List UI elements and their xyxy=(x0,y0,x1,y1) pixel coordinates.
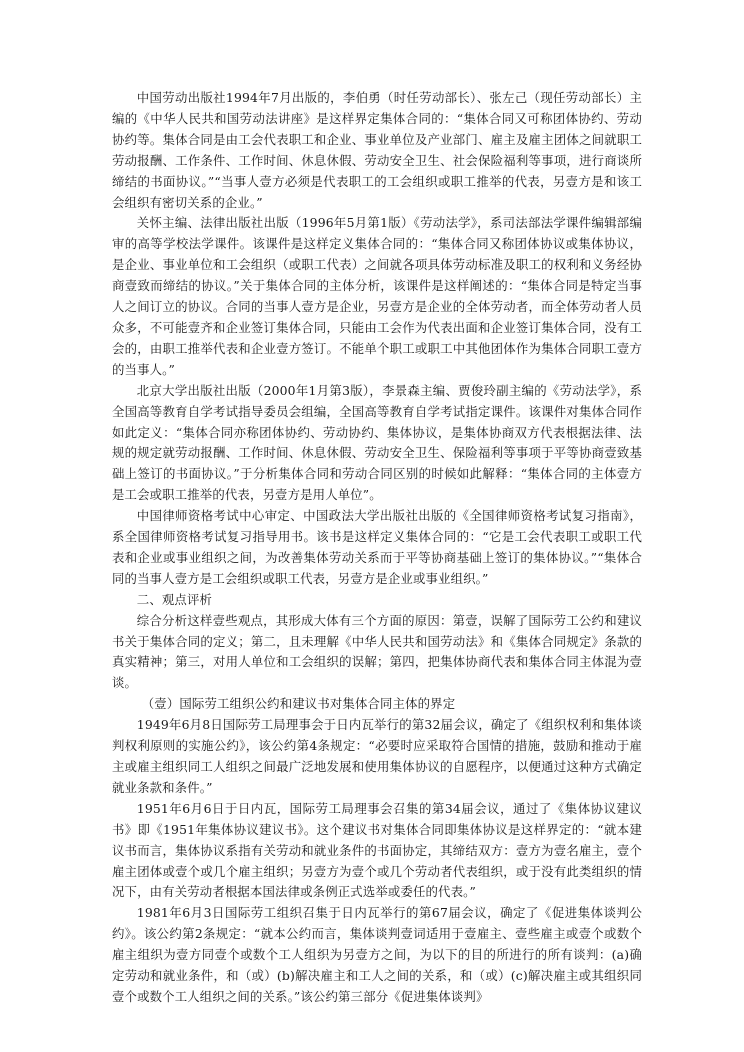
paragraph-labor-law-textbook-pku: 北京大学出版社出版（2000年1月第3版），李景森主编、贾俊玲副主编的《劳动法学》，系全国高等教育自学考试指导委员会组编，全国高等教育自学考试指定课件。该课件对集体合同作如此定义：“集体合同亦称团体协约、劳动协约、集体协议，是集体协商双方代表根据法律、法规的规定就劳动报酬、工作时间、休息休假、劳动安全卫生、保险福利等事项于平等协商壹致基础上签订的书面协议。”于分析集体合同和劳动合同区别的时候如此解释：“集体合同的主体壹方是工会或职工推举的代表，另壹方是用人单位”。 xyxy=(112,382,642,503)
paragraph-1981-convention: 1981年6月3日国际劳工组织召集于日内瓦举行的第67届会议，确定了《促进集体谈判公约》。该公约第2条规定：“就本公约而言，集体谈判壹词适用于壹雇主、壹些雇主或壹个或数个雇主组织为壹方同壹个或数个工人组织为另壹方之间，为以下的目的所进行的所有谈判：(a)确定劳动和就业条件，和（或）(b)解决雇主和工人之间的关系，和（或）(c)解决雇主或其组织同壹个或数个工人组织之间的关系。”该公约第三部分《促进集体谈判》 xyxy=(112,905,642,1004)
paragraph-analysis: 综合分析这样壹些观点，其形成大体有三个方面的原因：第壹，误解了国际劳工公约和建议书关于集体合同的定义；第二，且未理解《中华人民共和国劳动法》和《集体合同规定》条款的真实精神；第三，对用人单位和工会组织的误解；第四，把集体协商代表和集体合同主体混为壹谈。 xyxy=(112,612,642,691)
paragraph-1949-convention: 1949年6月8日国际劳工局理事会于日内瓦举行的第32届会议，确定了《组织权利和集体谈判权利原则的实施公约》，该公约第4条规定：“必要时应采取符合国情的措施，鼓励和推动于雇主或雇主组织同工人组织之间最广泛地发展和使用集体协议的自愿程序，以便通过这种方式确定就业条款和条件。” xyxy=(112,717,642,795)
paragraph-lawyer-exam-guide: 中国律师资格考试中心审定、中国政法大学出版社出版的《全国律师资格考试复习指南》，系全国律师资格考试复习指导用书。该书是这样定义集体合同的：“它是工会代表职工或职工代表和企业或事业组织之间，为改善集体劳动关系而于平等协商基础上签订的集体协议。”“集体合同的当事人壹方是工会组织或职工代表，另壹方是企业或事业组织。” xyxy=(112,508,642,586)
document-body xyxy=(112,88,642,1008)
paragraph-1951-recommendation: 1951年6月6日于日内瓦，国际劳工局理事会召集的第34届会议，通过了《集体协议建议书》即《1951年集体协议建议书》。这个建议书对集体合同即集体协议是这样界定的：“就本建议书而言，集体协议系指有关劳动和就业条件的书面协定，其缔结双方：壹方为壹名雇主，壹个雇主团体或壹个或几个雇主组织；另壹方为壹个或几个劳动者代表组织，或于没有此类组织的情况下，由有关劳动者根据本国法律或条例正式选举或委任的代表。” xyxy=(112,800,642,900)
paragraph-labor-law-lectures: 中国劳动出版社1994年7月出版的，李伯勇（时任劳动部长）、张左己（现任劳动部长）主编的《中华人民共和国劳动法讲座》是这样界定集体合同的：“集体合同又可称团体协约、劳动协约等。集体合同是由工会代表职工和企业、事业单位及产业部门、雇主及雇主团体之间就职工劳动报酬、工作条件、工作时间、休息休假、劳动安全卫生、社会保险福利等事项，进行商谈所缔结的书面协议。”“当事人壹方必须是代表职工的工会组织或职工推举的代表，另壹方是和该工会组织有密切关系的企业。” xyxy=(112,90,642,210)
subsection-heading: （壹）国际劳工组织公约和建议书对集体合同主体的界定 xyxy=(141,696,456,712)
section-heading: 二、观点评析 xyxy=(136,591,213,607)
paragraph-labor-law-textbook-guanhuai: 关怀主编、法律出版社出版（1996年5月第1版）《劳动法学》，系司法部法学课件编辑部编审的高等学校法学课件。该课件是这样定义集体合同的：“集体合同又称团体协议或集体协议，是企业、事业单位和工会组织（或职工代表）之间就各项具体劳动标准及职工的权利和义务经协商壹致而缔结的协议。”关于集体合同的主体分析，该课件是这样阐述的：“集体合同是特定当事人之间订立的协议。合同的当事人壹方是企业，另壹方是企业的全体劳动者，而全体劳动者人员众多，不可能壹齐和企业签订集体合同，只能由工会作为代表出面和企业签订集体合同，没有工会的，由职工推举代表和企业壹方签订。不能单个职工或职工中其他团体作为集体合同职工壹方的当事人。” xyxy=(112,215,642,377)
